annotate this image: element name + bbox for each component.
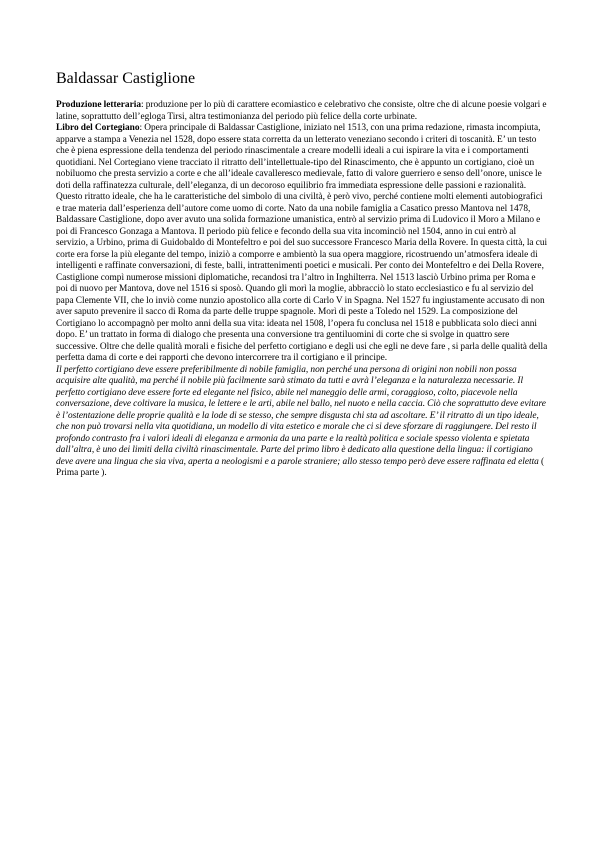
quote-citation: ( Prima parte ). [56,456,545,478]
section-label-libro: Libro del Cortegiano [56,123,140,133]
paragraph-produzione-letteraria [56,100,548,123]
section-text-produzione: : produzione per lo più di carattere ecomiastico e celebrativo che consiste, oltre che di alcune poesie volgari e latine, soprattutto dell’egloga Tirsi, altra testimonianza del periodo più felice della corte urbinate. [56,100,547,122]
section-text-libro: : Opera principale di Baldassar Castiglione, iniziato nel 1513, con una prima redazione, rimasta incompiuta, apparve a stampa a Venezia nel 1528, dopo essere stata corretta da un letterato veneziano secondo i criteri di toscanità. E’ un testo che è piena espressione della tendenza del periodo rinascimentale a creare modelli ideali a cui ispirare la vita e i comportamenti quotidiani. Nel Cortegiano viene tracciato il ritratto dell’intellettuale-tipo del Rinascimento, che è appunto un cortigiano, cioè un nobiluomo che presta servizio a corte e che all’ideale cavalleresco medievale, fatto di valore guerriero e senso dell’onore, unisce le doti della raffinatezza culturale, dell’eleganza, di un decoroso equilibrio fra immediata espressione delle passioni e razionalità. Questo ritratto ideale, che ha le caratteristiche del simbolo di una civiltà, è però vivo, perché contiene molti elementi autobiografici e trae materia dall’esperienza dell’autore come uomo di corte. Nato da una nobile famiglia a Casatico presso Mantova nel 1478, Baldassare Castiglione, dopo aver avuto una solida formazione umanistica, entrò al servizio prima di Ludovico il Moro a Milano e poi di Francesco Gonzaga a Mantova. Il periodo più felice e fecondo della sua vita incominciò nel 1504, anno in cui entrò al servizio, a Urbino, prima di Guidobaldo di Montefeltro e poi del suo successore Francesco Maria della Rovere. In questa città, la cui corte era forse la più elegante del tempo, iniziò a comporre e ambientò la sua opera maggiore, ricostruendo un’atmosfera ideale di intelligenti e raffinate conversazioni, di feste, balli, intrattenimenti poetici e musicali. Per conto dei Montefeltro e dei Della Rovere, Castiglione compì numerose missioni diplomatiche, recandosi tra l’altro in Inghilterra. Nel 1513 lasciò Urbino prima per Roma e poi di nuovo per Mantova, dove nel 1516 si sposò. Quando gli morì la moglie, abbracciò lo stato ecclesiastico e fu al servizio del papa Clemente VII, che lo inviò come nunzio apostolico alla corte di Carlo V in Spagna. Nel 1527 fu ingiustamente accusato di non aver saputo prevenire il sacco di Roma da parte delle truppe spagnole. Morì di peste a Toledo nel 1529. La composizione del Cortigiano lo accompagnò per molto anni della sua vita: ideata nel 1508, l’opera fu conclusa nel 1518 e pubblicata solo dieci anni dopo. E’ un trattato in forma di dialogo che presenta una conversione tra gentiluomini di corte che si svolge in quattro sere successive. Oltre che delle qualità morali e fisiche del perfetto cortigiano e degli usi che egli ne deve fare , si parla delle qualità della perfetta dama di corte e dei rapporti che devono intercorrere tra il cortigiano e il principe. [56,123,548,363]
section-label-produzione: Produzione letteraria [56,100,141,110]
document-body [56,100,548,480]
quote-italic-text: Il perfetto cortigiano deve essere preferibilmente di nobile famiglia, non perché una persona di origini non nobili non possa acquisire alte qualità, ma perché il nobile più facilmente sarà stimato da tutti e avrà l’eleganza e la naturalezza necessarie. Il perfetto cortigiano deve essere forte ed elegante nel fisico, abile nel maneggio delle armi, coraggioso, colto, piacevole nella conversazione, deve coltivare la musica, le lettere e le arti, abile nel ballo, nel nuoto e nella caccia. Ciò che soprattutto deve evitare è l’ostentazione delle proprie qualità e la lode di se stesso, che sempre disgusta chi sta ad ascoltare. E’ il ritratto di un tipo ideale, che non può trovarsi nella vita quotidiana, un modello di vita estetico e morale che ci si deve sforzare di raggiungere. Del resto il profondo contrasto fra i valori ideali di eleganza e armonia da una parte e la realtà politica e sociale spesso violenta e spietata dall’altra, è uno dei limiti della civiltà rinascimentale. Parte del primo libro è dedicato alla questione della lingua: il cortigiano deve avere una lingua che sia viva, aperta a neologismi e a parole straniere; allo stesso tempo però deve essere raffinata ed eletta [56,364,546,467]
paragraph-quote [56,365,548,480]
document-title: Baldassar Castiglione [56,70,196,87]
paragraph-libro-del-cortegiano [56,123,548,365]
